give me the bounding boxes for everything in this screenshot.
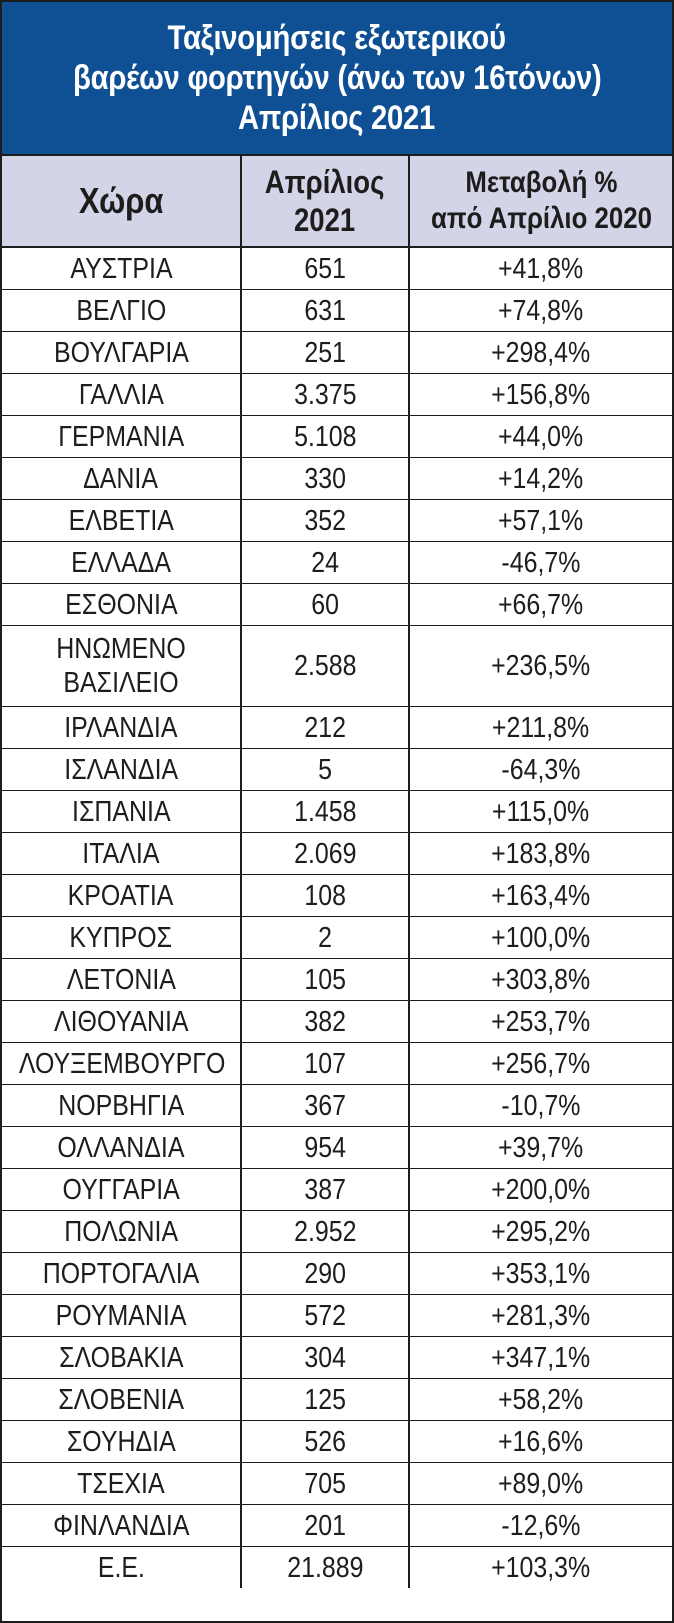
table-row	[2, 332, 672, 374]
country-cell-text: ΕΛΒΕΤΙΑ	[68, 504, 174, 537]
change-percent-cell-text: -46,7%	[501, 546, 581, 579]
april-2021-value-cell	[241, 791, 409, 833]
title-line-1: Ταξινομήσεις εξωτερικού	[167, 19, 507, 57]
country-cell	[2, 791, 241, 833]
change-percent-cell	[409, 707, 672, 749]
header-change-label	[431, 165, 652, 237]
table-row	[2, 875, 672, 917]
april-2021-value-cell	[241, 626, 409, 707]
change-percent-cell-text: +281,3%	[491, 1299, 591, 1332]
april-2021-value-cell	[241, 1211, 409, 1253]
country-cell	[2, 707, 241, 749]
change-percent-cell-text: +57,1%	[498, 504, 584, 537]
table-row	[2, 1043, 672, 1085]
april-2021-value-cell	[241, 374, 409, 416]
country-cell-text: ΙΣΠΑΝΙΑ	[71, 795, 171, 828]
change-percent-cell-text: +41,8%	[498, 252, 584, 285]
table-row	[2, 290, 672, 332]
table-row	[2, 1085, 672, 1127]
country-cell	[2, 1085, 241, 1127]
title-banner	[2, 2, 672, 156]
country-cell-text: ΝΟΡΒΗΓΙΑ	[57, 1089, 184, 1122]
table-row	[2, 1253, 672, 1295]
april-2021-value-cell-text: 304	[304, 1341, 346, 1374]
change-percent-cell	[409, 290, 672, 332]
april-2021-value-cell-text: 125	[304, 1383, 346, 1416]
change-percent-cell	[409, 1127, 672, 1169]
april-2021-value-cell-text: 105	[304, 963, 346, 996]
country-cell	[2, 1463, 241, 1505]
april-2021-value-cell-text: 1.458	[293, 795, 357, 828]
table-row	[2, 626, 672, 707]
country-cell	[2, 500, 241, 542]
change-percent-cell-text: +66,7%	[498, 588, 584, 621]
april-2021-value-cell-text: 108	[304, 879, 346, 912]
change-percent-cell-text: +295,2%	[491, 1215, 591, 1248]
country-cell-text: ΦΙΝΛΑΝΔΙΑ	[52, 1509, 190, 1542]
change-percent-cell-text: +115,0%	[492, 795, 590, 828]
april-2021-value-cell	[241, 1253, 409, 1295]
country-cell-text: ΚΡΟΑΤΙΑ	[68, 879, 174, 912]
country-cell-text: ΤΣΕΧΙΑ	[77, 1467, 165, 1500]
registrations-table	[2, 156, 672, 1588]
april-2021-value-cell-text: 5	[318, 753, 332, 786]
april-2021-value-cell-text: 631	[304, 294, 346, 327]
table-row	[2, 707, 672, 749]
change-percent-cell	[409, 1085, 672, 1127]
change-percent-cell-text: -12,6%	[501, 1509, 581, 1542]
change-percent-cell	[409, 1463, 672, 1505]
country-cell-text: ΗΝΩΜΕΝΟ ΒΑΣΙΛΕΙΟ	[56, 633, 186, 699]
april-2021-value-cell	[241, 707, 409, 749]
change-percent-cell	[409, 1295, 672, 1337]
country-cell	[2, 1169, 241, 1211]
change-percent-cell-text: +74,8%	[498, 294, 584, 327]
change-percent-cell	[409, 1211, 672, 1253]
change-percent-cell-text: -64,3%	[501, 753, 581, 786]
april-2021-value-cell-text: 60	[311, 588, 339, 621]
change-percent-cell	[409, 500, 672, 542]
april-2021-value-cell-text: 107	[304, 1047, 346, 1080]
country-cell	[2, 1379, 241, 1421]
table-row	[2, 542, 672, 584]
april-2021-value-cell	[241, 542, 409, 584]
april-2021-value-cell-text: 2.588	[293, 650, 357, 682]
table-row	[2, 917, 672, 959]
table-row	[2, 1169, 672, 1211]
country-cell	[2, 247, 241, 290]
header-country-label: Χώρα	[78, 180, 164, 221]
change-percent-cell	[409, 584, 672, 626]
country-cell-text: ΣΛΟΒΑΚΙΑ	[58, 1341, 184, 1374]
change-percent-cell	[409, 416, 672, 458]
change-percent-cell-text: +200,0%	[491, 1173, 591, 1206]
april-2021-value-cell	[241, 416, 409, 458]
change-percent-cell	[409, 247, 672, 290]
change-percent-cell-text: +236,5%	[491, 650, 591, 682]
title-line-3: Απρίλιος 2021	[238, 99, 436, 137]
change-percent-cell	[409, 959, 672, 1001]
april-2021-value-cell	[241, 1127, 409, 1169]
country-cell	[2, 1253, 241, 1295]
change-percent-cell	[409, 458, 672, 500]
country-cell-text: ΠΟΛΩΝΙΑ	[64, 1215, 178, 1248]
april-2021-value-cell	[241, 1547, 409, 1589]
country-cell-text: ΒΕΛΓΙΟ	[75, 294, 167, 327]
country-cell-text: ΔΑΝΙΑ	[83, 462, 159, 495]
april-2021-value-cell	[241, 290, 409, 332]
country-cell-text: ΙΤΑΛΙΑ	[82, 837, 160, 870]
change-percent-cell-text: +353,1%	[491, 1257, 591, 1290]
table-row	[2, 1463, 672, 1505]
change-percent-cell-text: +16,6%	[498, 1425, 584, 1458]
table-header-row	[2, 156, 672, 247]
country-cell-text: ΒΟΥΛΓΑΡΙΑ	[53, 336, 189, 369]
country-cell	[2, 542, 241, 584]
country-cell	[2, 290, 241, 332]
change-percent-cell-text: +163,4%	[491, 879, 591, 912]
country-cell	[2, 1127, 241, 1169]
header-april-label	[265, 163, 385, 239]
april-2021-value-cell	[241, 1463, 409, 1505]
table-body	[2, 247, 672, 1588]
change-percent-cell-text: +44,0%	[498, 420, 584, 453]
april-2021-value-cell	[241, 1421, 409, 1463]
country-cell-text: ΟΥΓΓΑΡΙΑ	[62, 1173, 180, 1206]
country-cell	[2, 833, 241, 875]
table-row	[2, 749, 672, 791]
country-cell-text: ΛΙΘΟΥΑΝΙΑ	[53, 1005, 189, 1038]
change-percent-cell-text: +14,2%	[498, 462, 584, 495]
country-cell-text: ΕΣΘΟΝΙΑ	[64, 588, 178, 621]
table-row	[2, 458, 672, 500]
april-2021-value-cell-text: 251	[304, 336, 346, 369]
april-2021-value-cell-text: 5.108	[293, 420, 357, 453]
table-row	[2, 1505, 672, 1547]
header-change	[409, 156, 672, 247]
change-percent-cell-text: +347,1%	[491, 1341, 591, 1374]
header-april-line1: Απρίλιος	[265, 164, 385, 200]
april-2021-value-cell	[241, 1169, 409, 1211]
april-2021-value-cell-text: 2.069	[293, 837, 357, 870]
april-2021-value-cell	[241, 1085, 409, 1127]
country-cell	[2, 959, 241, 1001]
april-2021-value-cell	[241, 1505, 409, 1547]
change-percent-cell	[409, 1505, 672, 1547]
april-2021-value-cell	[241, 1295, 409, 1337]
country-cell-text: ΕΛΛΑΔΑ	[71, 546, 171, 579]
title-line-2: βαρέων φορτηγών (άνω των 16τόνων)	[72, 59, 602, 97]
country-cell-text: ΙΡΛΑΝΔΙΑ	[64, 711, 178, 744]
country-cell	[2, 458, 241, 500]
change-percent-cell-text: +256,7%	[491, 1047, 591, 1080]
april-2021-value-cell-text: 954	[304, 1131, 346, 1164]
change-percent-cell-text: +103,3%	[491, 1551, 591, 1584]
table-row	[2, 1127, 672, 1169]
table-row	[2, 584, 672, 626]
country-cell	[2, 1295, 241, 1337]
table-row	[2, 791, 672, 833]
change-percent-cell	[409, 833, 672, 875]
country-cell-text: ΟΛΛΑΝΔΙΑ	[57, 1131, 185, 1164]
change-percent-cell	[409, 542, 672, 584]
table-row	[2, 374, 672, 416]
change-percent-cell	[409, 791, 672, 833]
country-cell-text: ΙΣΛΑΝΔΙΑ	[64, 753, 178, 786]
april-2021-value-cell	[241, 917, 409, 959]
header-country	[2, 156, 241, 247]
april-2021-value-cell-text: 2	[318, 921, 332, 954]
change-percent-cell-text: +253,7%	[491, 1005, 591, 1038]
table-row	[2, 1547, 672, 1589]
april-2021-value-cell	[241, 959, 409, 1001]
change-percent-cell	[409, 917, 672, 959]
country-cell-text: ΡΟΥΜΑΝΙΑ	[55, 1299, 187, 1332]
april-2021-value-cell-text: 201	[304, 1509, 346, 1542]
country-cell	[2, 1337, 241, 1379]
april-2021-value-cell	[241, 332, 409, 374]
header-april-2021	[241, 156, 409, 247]
april-2021-value-cell-text: 572	[304, 1299, 346, 1332]
country-cell	[2, 584, 241, 626]
change-percent-cell-text: +303,8%	[491, 963, 591, 996]
april-2021-value-cell	[241, 1043, 409, 1085]
table-row	[2, 1211, 672, 1253]
header-change-line2: από Απρίλιο 2020	[430, 202, 652, 235]
country-cell	[2, 332, 241, 374]
april-2021-value-cell-text: 705	[304, 1467, 346, 1500]
country-cell	[2, 1547, 241, 1589]
april-2021-value-cell-text: 387	[304, 1173, 346, 1206]
country-cell-text: ΣΛΟΒΕΝΙΑ	[58, 1383, 184, 1416]
april-2021-value-cell-text: 330	[304, 462, 346, 495]
header-april-line2: 2021	[294, 202, 356, 238]
change-percent-cell-text: +156,8%	[491, 378, 591, 411]
change-percent-cell	[409, 1337, 672, 1379]
change-percent-cell	[409, 626, 672, 707]
change-percent-cell-text: +183,8%	[491, 837, 591, 870]
april-2021-value-cell	[241, 500, 409, 542]
country-cell	[2, 416, 241, 458]
country-cell-text: Ε.Ε.	[97, 1551, 145, 1584]
country-cell-text: ΛΕΤΟΝΙΑ	[66, 963, 176, 996]
country-cell	[2, 1001, 241, 1043]
change-percent-cell	[409, 1043, 672, 1085]
table-row	[2, 1001, 672, 1043]
country-cell-text: ΛΟΥΞΕΜΒΟΥΡΓΟ	[18, 1047, 226, 1080]
april-2021-value-cell-text: 3.375	[293, 378, 357, 411]
april-2021-value-cell-text: 24	[311, 546, 339, 579]
change-percent-cell	[409, 1547, 672, 1589]
april-2021-value-cell-text: 352	[304, 504, 346, 537]
change-percent-cell-text: +298,4%	[491, 336, 591, 369]
change-percent-cell	[409, 1253, 672, 1295]
country-cell	[2, 374, 241, 416]
april-2021-value-cell	[241, 833, 409, 875]
country-cell-text: ΑΥΣΤΡΙΑ	[69, 252, 173, 285]
april-2021-value-cell-text: 651	[304, 252, 346, 285]
table-row	[2, 1295, 672, 1337]
april-2021-value-cell-text: 21.889	[286, 1551, 364, 1584]
april-2021-value-cell-text: 2.952	[293, 1215, 357, 1248]
country-cell	[2, 1505, 241, 1547]
country-cell-text: ΓΑΛΛΙΑ	[78, 378, 164, 411]
table-row	[2, 416, 672, 458]
change-percent-cell-text: -10,7%	[501, 1089, 581, 1122]
change-percent-cell	[409, 875, 672, 917]
country-cell-text: ΣΟΥΗΔΙΑ	[66, 1425, 176, 1458]
april-2021-value-cell	[241, 247, 409, 290]
april-2021-value-cell-text: 212	[304, 711, 346, 744]
change-percent-cell	[409, 1001, 672, 1043]
change-percent-cell-text: +100,0%	[491, 921, 591, 954]
change-percent-cell	[409, 1169, 672, 1211]
april-2021-value-cell	[241, 1379, 409, 1421]
change-percent-cell	[409, 1379, 672, 1421]
change-percent-cell	[409, 749, 672, 791]
country-cell	[2, 875, 241, 917]
april-2021-value-cell-text: 526	[304, 1425, 346, 1458]
country-cell	[2, 1421, 241, 1463]
april-2021-value-cell	[241, 584, 409, 626]
country-cell	[2, 749, 241, 791]
table-row	[2, 833, 672, 875]
april-2021-value-cell	[241, 1337, 409, 1379]
april-2021-value-cell	[241, 458, 409, 500]
header-change-line1: Μεταβολή %	[464, 166, 618, 199]
country-cell	[2, 1211, 241, 1253]
april-2021-value-cell	[241, 749, 409, 791]
april-2021-value-cell	[241, 1001, 409, 1043]
change-percent-cell-text: +39,7%	[498, 1131, 584, 1164]
country-cell-text: ΚΥΠΡΟΣ	[69, 921, 173, 954]
change-percent-cell	[409, 332, 672, 374]
country-cell-text: ΠΟΡΤΟΓΑΛΙΑ	[42, 1257, 200, 1290]
change-percent-cell	[409, 374, 672, 416]
april-2021-value-cell	[241, 875, 409, 917]
change-percent-cell	[409, 1421, 672, 1463]
country-cell	[2, 1043, 241, 1085]
table-row	[2, 500, 672, 542]
country-cell-text: ΓΕΡΜΑΝΙΑ	[57, 420, 184, 453]
april-2021-value-cell-text: 367	[304, 1089, 346, 1122]
table-row	[2, 1421, 672, 1463]
table-row	[2, 959, 672, 1001]
change-percent-cell-text: +89,0%	[498, 1467, 584, 1500]
table-row	[2, 1379, 672, 1421]
change-percent-cell-text: +211,8%	[492, 711, 590, 744]
april-2021-value-cell-text: 290	[304, 1257, 346, 1290]
change-percent-cell-text: +58,2%	[498, 1383, 584, 1416]
country-cell	[2, 626, 241, 707]
april-2021-value-cell-text: 382	[304, 1005, 346, 1038]
country-cell	[2, 917, 241, 959]
table-row	[2, 247, 672, 290]
table-row	[2, 1337, 672, 1379]
